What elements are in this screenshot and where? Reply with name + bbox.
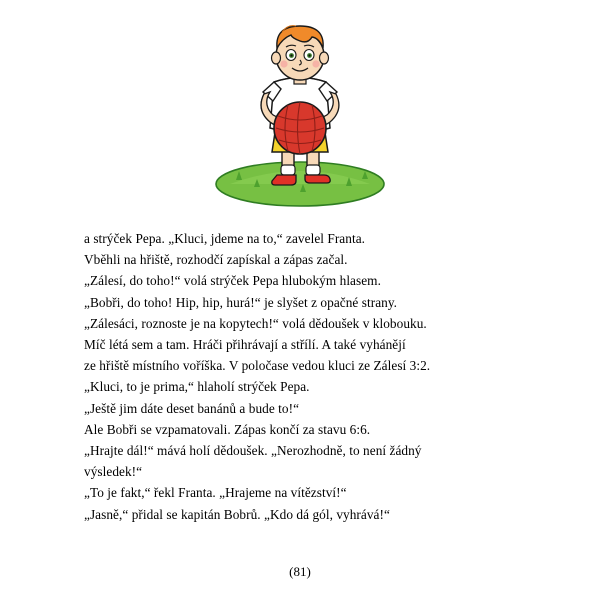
text-line: ze hřiště místního voříška. V poločase vedou kluci ze Zálesí 3:2. [84, 358, 431, 374]
text-line: „Ještě jim dáte deset banánů a bude to!“ [84, 400, 300, 416]
text-line: Míč létá sem a tam. Hráči přihrávají a střílí. A také vyhánějí [84, 337, 406, 353]
illustration-boy-with-ball [0, 8, 600, 213]
text-line: „To je fakt,“ řekl Franta. „Hrajeme na vítězství!“ [84, 485, 347, 501]
text-line: Vběhli na hřiště, rozhodčí zapískal a zápas začal. [84, 252, 348, 268]
text-line: „Bobři, do toho! Hip, hip, hurá!“ je slyšet z opačné strany. [84, 294, 398, 310]
text-line: „Kluci, to je prima,“ hlaholí strýček Pepa. [84, 379, 310, 395]
text-line: „Zálesí, do toho!“ volá strýček Pepa hlubokým hlasem. [84, 273, 381, 289]
page-number: (81) [289, 564, 311, 579]
text-line: „Zálesáci, roznoste je na kopytech!“ volá dědoušek v klobouku. [84, 315, 427, 331]
story-text [84, 228, 524, 525]
text-line: „Hrajte dál!“ mává holí dědoušek. „Nerozhodně, to není žádný [84, 443, 422, 459]
text-line: a strýček Pepa. „Kluci, jdeme na to,“ zavelel Franta. [84, 231, 366, 246]
text-line: výsledek!“ [84, 464, 143, 480]
text-line: „Jasně,“ přidal se kapitán Bobrů. „Kdo dá gól, vyhrává!“ [84, 506, 390, 522]
text-line: Ale Bobři se vzpamatovali. Zápas končí za stavu 6:6. [84, 421, 371, 437]
